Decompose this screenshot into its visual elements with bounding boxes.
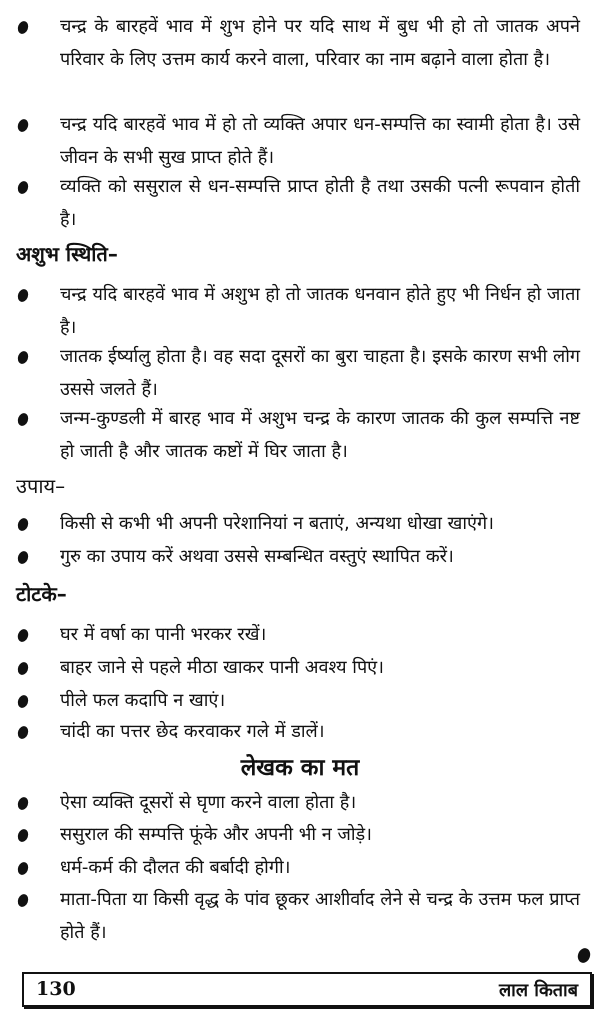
section-heading-lekhak-ka-mat: लेखक का मत (240, 755, 360, 781)
page-footer (22, 972, 592, 1007)
bullet-icon (16, 725, 30, 741)
list-item: ससुराल की सम्पत्ति फूंके और अपनी भी न जोड़े। (18, 818, 580, 851)
list-item: चन्द्र यदि बारहवें भाव में हो तो व्यक्ति अपार धन-सम्पत्ति का स्वामी होता है। उसे जीवन के सभी सुख प्राप्त होते हैं। (18, 108, 580, 174)
list-item: पीले फल कदापि न खाएं। (18, 684, 580, 717)
book-title: लाल किताब (498, 980, 578, 1001)
list-item: माता-पिता या किसी वृद्ध के पांव छूकर आशीर्वाद लेने से चन्द्र के उत्तम फल प्राप्त होते हैं। (18, 883, 580, 949)
bullet-icon (16, 288, 30, 304)
bullet-icon (16, 828, 30, 844)
list-item: चन्द्र के बारहवें भाव में शुभ होने पर यदि साथ में बुध भी हो तो जातक अपने परिवार के लिए उत्तम कार्य करने वाला, परिवार का नाम बढ़ाने वाला होता है। (18, 10, 580, 76)
bullet-icon (16, 412, 30, 428)
section-heading-upay: उपाय– (16, 474, 66, 498)
list-item: जन्म-कुण्डली में बारह भाव में अशुभ चन्द्र के कारण जातक की कुल सम्पत्ति नष्ट हो जाती है और जातक कष्टों में घिर जाता है। (18, 402, 580, 468)
bullet-icon (16, 20, 30, 36)
bullet-icon (16, 517, 30, 533)
bullet-icon (16, 694, 30, 710)
bullet-icon (16, 661, 30, 677)
list-item: धर्म-कर्म की दौलत की बर्बादी होगी। (18, 851, 580, 884)
bullet-icon (16, 796, 30, 812)
bullet-icon (16, 893, 30, 909)
list-item: चांदी का पत्तर छेद करवाकर गले में डालें। (18, 715, 580, 748)
list-item: घर में वर्षा का पानी भरकर रखें। (18, 618, 580, 651)
bullet-icon (16, 350, 30, 366)
list-item: ऐसा व्यक्ति दूसरों से घृणा करने वाला होता है। (18, 786, 580, 819)
section-heading-totke: टोटके– (16, 582, 67, 606)
list-item: किसी से कभी भी अपनी परेशानियां न बताएं, अन्यथा धोखा खाएंगे। (18, 507, 580, 540)
bullet-icon (16, 118, 30, 134)
corner-bullet-icon (576, 946, 592, 964)
bullet-icon (16, 861, 30, 877)
section-heading-ashubh: अशुभ स्थिति– (16, 242, 118, 266)
bullet-icon (16, 550, 30, 566)
bullet-icon (16, 628, 30, 644)
list-item: चन्द्र यदि बारहवें भाव में अशुभ हो तो जातक धनवान होते हुए भी निर्धन हो जाता है। (18, 278, 580, 344)
page-number: 130 (36, 978, 76, 1000)
list-item: गुरु का उपाय करें अथवा उससे सम्बन्धित वस्तुएं स्थापित करें। (18, 540, 580, 573)
list-item: जातक ईर्ष्यालु होता है। वह सदा दूसरों का बुरा चाहता है। इसके कारण सभी लोग उससे जलते हैं। (18, 340, 580, 406)
bullet-icon (16, 180, 30, 196)
list-item: व्यक्ति को ससुराल से धन-सम्पत्ति प्राप्त होती है तथा उसकी पत्नी रूपवान होती है। (18, 170, 580, 236)
list-item: बाहर जाने से पहले मीठा खाकर पानी अवश्य पिएं। (18, 651, 580, 684)
